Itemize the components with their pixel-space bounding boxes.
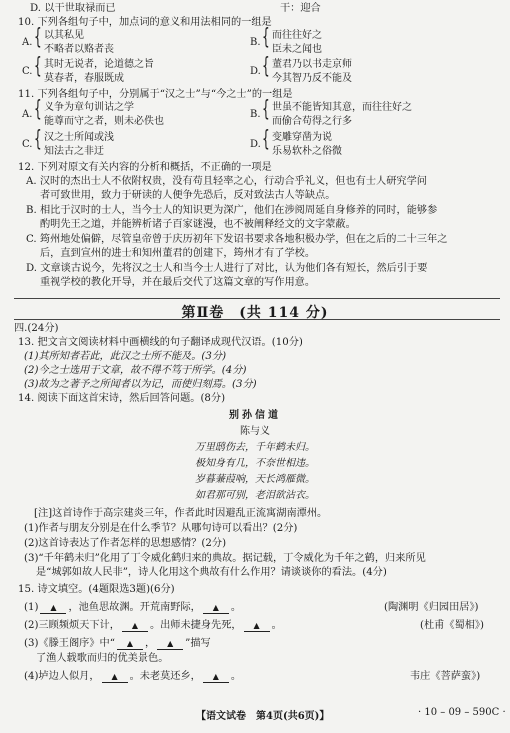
blank[interactable]: ▲ [203,603,229,614]
poem-author: 陈与义 [240,426,270,437]
poem-note: [注]这首诗作于高宗建炎三年，作者此时因避乱正流寓湖南潭州。 [34,508,328,519]
poem-line-3: 岁暮蒹葭响，天长鸿雁微。 [195,474,315,485]
q11-b2: 而偷合苟得之行多 [272,116,352,127]
section-four-label: 四.(24分) [14,323,59,334]
poem-line-4: 如君那可别，老泪欲沾衣。 [195,490,315,501]
q9-option-d-gloss: 干：迎合 [280,3,321,14]
q13-s1: (1)其所知者若此，此汉之士所不能及。(3分) [24,351,227,362]
q14-p3a: (3)“千年鹤未归”化用了丁令威化鹤归来的典故。据记载，丁令威化为千年之鹤，归来所见 [24,553,426,564]
brace: { [262,127,270,152]
q15-source-2: (杜甫《蜀相》) [420,620,484,631]
blank[interactable]: ▲ [122,621,148,632]
q13-s2: (2)今之士选用于文章，故不得不笃于所学。(4分) [24,365,247,376]
q11-c1: 汉之士所闻或浅 [44,132,114,143]
q12-d2: 重视学校的教化开导，并在最后交代了这篇文章的写作用意。 [40,277,316,288]
q11-a-label: A. [22,109,33,120]
q11-stem: 11. 下列各组句子中，分别属于“汉之士”与“今之士”的一组是 [18,89,293,100]
q14-p3b: 是“城郭如故人民非”，诗人化用这个典故有什么作用？请谈谈你的看法。(4分) [36,567,387,578]
q10-b-label: B. [250,37,261,48]
blank[interactable]: ▲ [102,672,128,683]
q11-a1: 义争为章句训诂之学 [44,102,134,113]
blank[interactable]: ▲ [244,621,270,632]
q11-d-label: D. [250,139,261,150]
q10-b2: 臣未之闻也 [272,44,322,55]
q15-line-4: (4)垆边人似月， ▲ 。未老莫还乡， ▲ 。 [24,671,242,682]
q10-a-label: A. [22,37,33,48]
q14-p1: (1)作者与朋友分别是在什么季节？从哪句诗可以看出？(2分) [24,523,298,534]
q11-b-label: B. [250,109,261,120]
q13-s3: (3)故为之著予之所闻者以为记，而使归刻焉。(3分) [24,379,257,390]
q12-d1: D. 文章谈古说今，先将汉之士人和当今士人进行了对比，认为他们各有短长，然后引于要 [26,263,428,274]
q14-stem: 14. 阅读下面这首宋诗，然后回答问题。(8分) [18,393,226,404]
poem-line-1: 万里鸱伤去，千年鹤未归。 [195,442,315,453]
q15-source-1: (陶渊明《归园田居》) [384,602,479,613]
divider [14,298,500,299]
q12-a1: A. 汉时的杰出士人不依附权贵，没有苟且轻率之心，行动合乎礼义，但也有士人研究学问 [26,176,427,187]
q12-c2: 后，直到宣州的进士和知州董君的创建下，筠州才有了学校。 [40,248,316,259]
q10-a1: 以其私见 [44,30,84,41]
q9-option-d: D. 以干世取禄而已 [30,3,116,14]
q12-a2: 者可致世用，致力于研读的人便争先恐后，反对致法古人等缺点。 [40,190,336,201]
q12-b2: 酌明先王之道，并能辨析诸子百家谜漫，也不被阐释经文的文字蒙蔽。 [40,219,356,230]
q11-a2: 能尊而守之者，则未必佚也 [44,116,164,127]
q10-d2: 今其智乃反不能及 [272,73,352,84]
q11-b1: 世虽不能皆知其意，而往往好之 [272,102,412,113]
q14-p2: (2)这首诗表达了作者怎样的思想感情？(2分) [24,538,227,549]
q15-source-4: 韦庄《菩萨蛮》) [410,671,481,682]
q12-c1: C. 筠州地处偏僻，尽管皇帝曾于庆历初年下发诏书要求各地积极办学，但在之后的二十三年之 [26,234,448,245]
blank[interactable]: ▲ [157,639,183,650]
q15-line-3: (3)《滕王阁序》中“ ▲ ， ▲ ”描写 [24,638,211,649]
q10-d-label: D. [250,66,261,77]
q10-b1: 而往往好之 [272,30,322,41]
q10-c1: 其时无说者，论道德之旨 [44,59,154,70]
q11-c-label: C. [22,139,33,150]
blank[interactable]: ▲ [40,603,66,614]
q11-c2: 知法古之非迂 [44,146,104,157]
q15-stem: 15. 诗文填空。(4题限选3题)(6分) [18,584,175,595]
q15-line-1: (1) ▲ ，池鱼思故渊。开荒南野际， ▲ 。 [24,602,242,613]
q15-line-3-cont: 了渔人载歌而归的优美景色。 [36,653,169,664]
q10-c-label: C. [22,66,33,77]
brace: { [262,25,270,50]
q15-line-2: (2)三顾频烦天下计， ▲ 。出师未捷身先死， ▲ 。 [24,620,282,631]
poem-title: 别孙信道 [229,410,281,421]
section-title: 第Ⅱ卷 (共 114 分) [181,305,329,321]
divider [14,319,500,320]
brace: { [34,127,42,152]
page-footer-code: · 10 – 09 – 590C · [418,707,506,718]
q10-a2: 不略者以赂者丧 [44,44,114,55]
page-footer-title: 【语文试卷 第4页(共6页)】 [196,711,330,722]
q11-d1: 变雕穿凿为说 [272,132,332,143]
q13-stem: 13. 把文言文阅读材料中画横线的句子翻译成现代汉语。(10分) [18,337,303,348]
q11-d2: 乐易软朴之俗微 [272,146,342,157]
blank[interactable]: ▲ [117,639,143,650]
brace: { [34,25,42,50]
brace: { [34,54,42,79]
q10-d1: 董君乃以书走京师 [272,59,352,70]
brace: { [262,54,270,79]
brace: { [34,97,42,122]
poem-line-2: 极知身有几，不奈世相违。 [195,458,315,469]
q10-stem: 10. 下列各组句子中，加点词的意义和用法相同的一组是 [18,17,272,28]
q10-c2: 莫春者，春服既成 [44,73,124,84]
blank[interactable]: ▲ [203,672,229,683]
q12-stem: 12. 下列对原文有关内容的分析和概括，不正确的一项是 [18,162,272,173]
q12-b1: B. 相比于汉时的士人，当今士人的知识更为深广，他们在涉阅周延自身修养的同时，能够参 [26,205,438,216]
brace: { [262,97,270,122]
